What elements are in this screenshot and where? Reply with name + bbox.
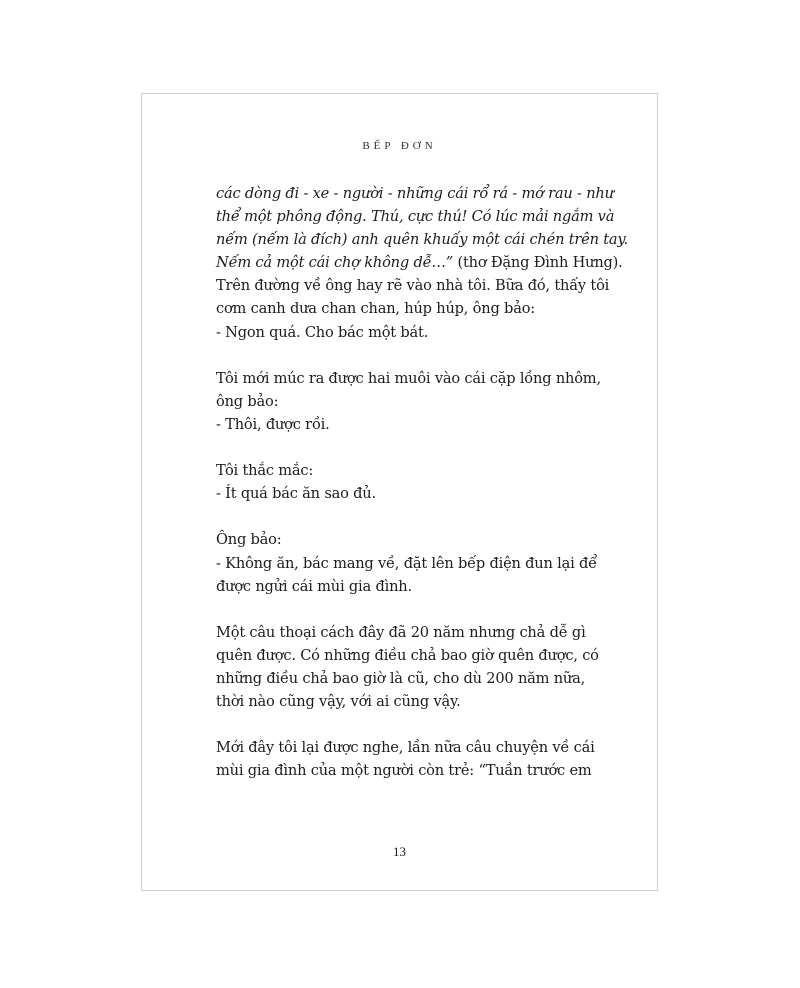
text-line: Trên đường về ông hay rẽ vào nhà tôi. Bữa đó, thấy tôi [216,277,610,295]
page-number: 13 [393,844,406,859]
text-line: Một câu thoại cách đây đã 20 năm nhưng chả dễ gì [216,623,586,641]
paragraph [216,736,596,782]
text-line: Mới đây tôi lại được nghe, lần nữa câu chuyện về cái [216,739,595,757]
text-line: các dòng đi - xe - người - những cái rổ rá - mớ rau - như [216,185,614,202]
text-line: mùi gia đình của một người còn trẻ: “Tuần trước em [216,762,592,780]
text-line: cơm canh dưa chan chan, húp húp, ông bảo: [216,300,535,318]
running-header: BẾP ĐƠN [362,140,437,152]
quote-end: Nếm cả một cái chợ không dễ…” [216,254,454,272]
text-line: thể một phông động. Thú, cực thú! Có lúc mải ngắm và [216,208,615,226]
text-line: những điều chả bao giờ là cũ, cho dù 200 năm nữa, [216,669,586,687]
paragraph-gap [216,505,596,528]
paragraph-gap [216,436,596,459]
text-line: được ngửi cái mùi gia đình. [216,577,412,595]
text-line: Ông bảo: [216,531,282,549]
text-line: thời nào cũng vậy, với ai cũng vậy. [216,693,461,711]
text-line: - Không ăn, bác mang về, đặt lên bếp điện đun lại để [216,554,597,572]
paragraph-gap [216,713,596,736]
paragraph [216,459,596,505]
text-line: - Thôi, được rồi. [216,415,330,433]
attribution: (thơ Đặng Đình Hưng). [453,254,623,272]
text-line: nếm (nếm là đích) anh quên khuấy một cái chén trên tay. [216,231,628,249]
text-line: - Ngon quá. Cho bác một bát. [216,323,429,341]
text-line: Tôi mới múc ra được hai muôi vào cái cặp lồng nhôm, [216,369,601,387]
text-line [216,251,623,274]
book-page [141,93,658,891]
text-line: Tôi thắc mắc: [216,462,314,480]
text-line: ông bảo: [216,392,279,410]
paragraph-gap [216,598,596,621]
text-line: - Ít quá bác ăn sao đủ. [216,485,376,503]
paragraph [216,528,596,597]
paragraph [216,182,628,344]
body-text [216,182,628,782]
text-line: quên được. Có những điều chả bao giờ quên được, có [216,646,599,664]
paragraph [216,621,599,713]
paragraph [216,367,601,436]
paragraph-gap [216,344,596,367]
